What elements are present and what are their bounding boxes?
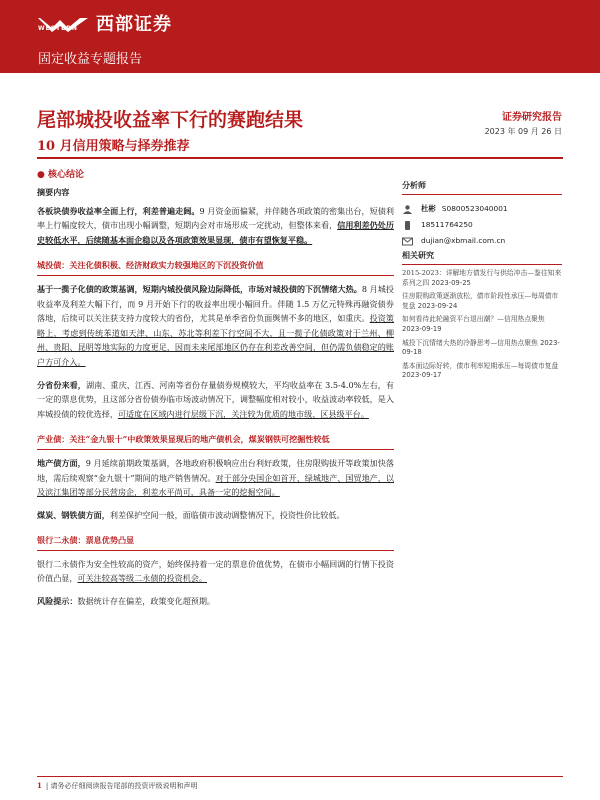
paragraph-3: 分省份来看，湖南、重庆、江西、河南等省份存量债券规模较大，平均收益率在 3.5-4.0%左右，有一定的票息优势，且这部分省份债券临市场波动情况下，调整幅度相对较小，收益波动率较低，是入库城投债的较优选择，可适度在区域内进行层级下沉，关注较为优质的地市级、区县级平台。: [37, 379, 394, 419]
person-icon: [402, 205, 413, 214]
main-column: [37, 180, 394, 609]
paragraph-1: 各板块债券收益率全面上行，利差普遍走阔。9 月资金面偏紧，并伴随各项政策的密集出台，短债利率上行幅度较大，债市出现小幅调整，短期内会对市场形成一定扰动，但整体来看，信用利差仍处历史较低水平，后续随基本面企稳以及各项政策效果显现，债市有望恢复平稳。: [37, 205, 394, 245]
page-number: 1: [37, 781, 42, 790]
risk-warning: 风险提示：数据统计存在偏差，政策变化超预期。: [37, 596, 216, 607]
paragraph-4: 地产债方面，9 月延续前期政策基调，各地政府积极响应出台利好政策，住房限购拔开等政策加快落地，需后续观察“金九银十”期间的地产销售情况。对于部分央国企如首开、绿城地产、国贸地产，以及滨江集团等部分民营房企，利差水平尚可，具备一定的挖掘空间。: [37, 457, 394, 498]
title-divider: [37, 157, 563, 159]
analyst-name-row: 杜彬 S0800523040001: [402, 201, 562, 217]
related-item[interactable]: 如何看待此轮融资平台退出潮？—信用热点聚焦 2023-09-19: [402, 315, 545, 333]
related-research-panel: [402, 250, 562, 381]
footer: 1 | 请务必仔细阅读报告尾部的投资评级说明和声明: [37, 781, 198, 790]
related-item[interactable]: 城投下沉情绪大热的冷静思考—信用热点聚焦 2023-09-18: [402, 338, 560, 357]
core-conclusion-label: ● 核心结论: [37, 170, 85, 180]
analyst-phone-row: 18511764250: [402, 217, 562, 233]
logo-text-en: WESTERN: [38, 25, 78, 32]
report-subtitle: 10 月信用策略与择券推荐: [37, 139, 190, 154]
report-category: 固定收益专题报告: [38, 52, 143, 67]
header-banner: [0, 0, 600, 73]
section-heading-chengtou: 城投债：关注化债积极、经济财政实力较强地区的下沉投资价值: [37, 258, 394, 276]
section-heading-industry: 产业债：关注“金九银十”中政策效果显现后的地产债机会，煤炭钢铁可挖掘性较低: [37, 432, 394, 450]
paragraph-2: 基于一揽子化债的政策基调，短期内城投债风险边际降低，市场对城投债的下沉情绪大热。8 月城投收益率及利差大幅下行，而 9 月开始下行的收益率出现小幅回升。伴随 1.5 万亿元特殊再融资债券落地，后续可以关注获支持力度较大的省份，尤其是单季省份负面舆情不多的地区，如重庆。投资策略上，考虑到传统苯道如天津、山东、苏北等利差下行空间不大，且一揽子化债政策对于兰州、柳州、贵阳、昆明等地实际的力度更足，因而未来尾部地区仍存在利差改善空间，但仍需负债稳定的账户方可介入。: [37, 283, 394, 367]
logo-text-cn: 西部证券: [96, 14, 172, 35]
mail-icon: [402, 237, 413, 246]
report-type: 证券研究报告: [502, 112, 562, 123]
analyst-email-row: dujian@xbmail.com.cn: [402, 233, 562, 249]
related-item[interactable]: 基本面边际好转，债市利率短期承压—每周债市复盘 2023-09-17: [402, 361, 559, 380]
summary-heading: 摘要内容: [37, 187, 70, 197]
analyst-panel: [402, 180, 562, 249]
footer-divider: [37, 776, 563, 777]
paragraph-5: 煤炭、钢铁债方面，利差保护空间一般，面临债市波动调整情况下，投资性价比较低。: [37, 509, 345, 520]
footer-disclaimer: 请务必仔细阅读报告尾部的投资评级说明和声明: [50, 782, 198, 790]
section-heading-bank: 银行二永债：票息优势凸显: [37, 533, 394, 551]
related-item[interactable]: 住房限购政策逐渐放松，债市阶段性承压—每周债市复盘 2023-09-24: [402, 292, 559, 310]
related-heading: 相关研究: [402, 250, 562, 265]
related-item[interactable]: 2015-2023：详解地方债发行与供给冲击—鉴往知来系列之四 2023-09-25: [402, 269, 562, 287]
bullet-icon: ●: [37, 170, 45, 180]
paragraph-6: 银行二永债作为安全性较高的资产，始终保持着一定的票息价值优势，在债市小幅回调的行情下投资价值凸显，可关注较高等级二永债的投资机会。: [37, 558, 394, 584]
report-date: 2023 年 09 月 26 日: [484, 127, 562, 136]
analyst-heading: 分析师: [402, 180, 562, 195]
report-title: 尾部城投收益率下行的赛跑结果: [37, 109, 304, 131]
phone-icon: [402, 221, 413, 230]
